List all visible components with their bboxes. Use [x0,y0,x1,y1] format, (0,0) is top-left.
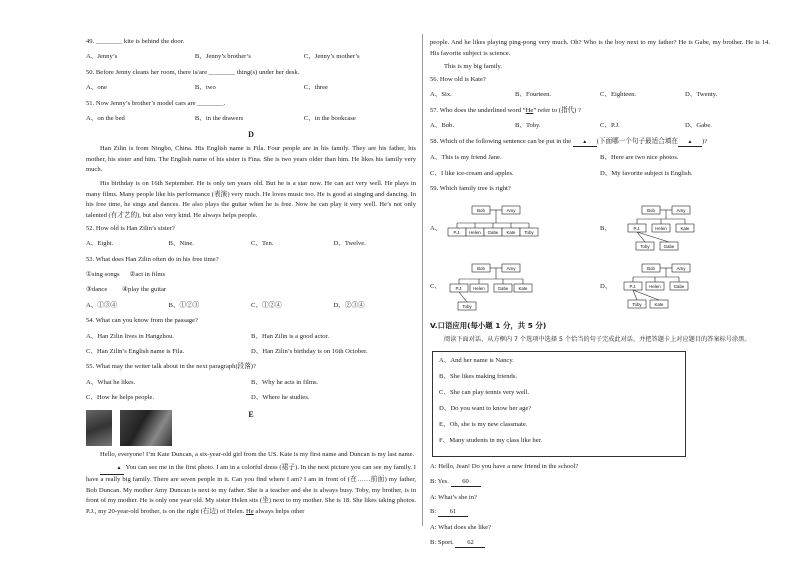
dialog-line-4 [430,508,770,517]
q49-option-b: B、Jenny’s brother’s [194,53,251,61]
svg-text:Amy: Amy [676,266,686,272]
q53-choices-line-2: ③dance ④play the guitar [86,286,167,294]
tree-node-pj [448,228,466,236]
q58-option-a: A、This is my friend Jane. [430,154,502,162]
svg-text:Gabe: Gabe [673,284,685,290]
tree-node-bob [642,264,660,272]
dialog-options-box [432,351,686,456]
tree-option-c [430,258,600,316]
q58-option-b: B、Here are two nice photos. [600,154,679,162]
tree-connector [637,232,669,242]
dialog-line-2 [430,478,770,487]
q54-option-a: A、Han Zilin lives in Hangzhou. [86,332,175,340]
tree-node-gabe [660,242,678,250]
svg-text:Gabe: Gabe [663,244,675,250]
box-option-f: F、Many students in my class like her. [439,436,543,444]
passage-e-paragraph-1: Hello, everyone! I’m Kate Duncan, a six-year-old girl from the US. Kate is my first name and Duncan is my last name. [100,450,415,458]
question-49 [86,38,416,46]
q57-text-b: ” refer to (指代) ? [533,106,581,114]
q55-option-c: C、How he helps people. [86,394,155,402]
q50-option-c: C、three [303,84,328,92]
svg-text:Bob: Bob [477,208,485,214]
section-5-heading: V.口语应用(每小题 1 分，共 5 分) [430,321,547,331]
q54-options-row-1 [86,333,416,341]
tree-node-kate [676,224,694,232]
left-column [86,38,416,521]
tree-b-label: B、 [600,225,611,233]
q58-blank-1: ▲ [573,138,597,147]
passage-d-paragraph-2: His birthday is on 16th September. He is only ten years old. But he is a star now. He can act very well. He plays in many films. Many people like his performance (表演) very much. He loves music too. He is good at singing and dancing. In his free time, he sings and dances. He also plays the guitar when he is free. Now he can play it very well. He’s not only talented (有才艺的), but also very kind. He always helps people. [86,180,416,220]
svg-text:Helen: Helen [469,230,481,236]
question-55: 55. What may the writer talk about in the next paragraph(段落)? [86,363,256,371]
passage-blank: ▲ [100,463,124,475]
tree-option-d [600,258,770,316]
q52-option-d: D、Twelve. [333,240,366,248]
tree-node-toby [636,242,654,250]
q52-option-a: A、Eight. [86,240,114,248]
dialog-speaker: B: [430,539,438,547]
tree-node-kate [650,300,668,308]
question-56: 56. How old is Kate? [430,76,486,84]
q55-option-a: A、What he likes. [86,378,136,386]
dialog-text: Hello, Jean! Do you have a new friend in the school? [438,462,579,470]
svg-text:P.J.: P.J. [453,230,461,236]
family-tree-d-diagram [614,260,729,314]
q57-text-a: 57. Who does the underlined word “ [430,106,526,114]
q57-word: He [525,106,534,114]
svg-text:Kate: Kate [654,302,664,308]
q52-options [86,240,416,248]
tree-node-bob [642,206,660,214]
tree-option-b [600,200,770,258]
answer-blank-60[interactable]: 60 [451,478,481,487]
box-option-e: E、Oh, she is my new classmate. [439,420,528,428]
passage-e-tail: always helps other [255,507,305,515]
q54-option-c: C、Han Zilin’s English name is Fila. [86,347,185,355]
q58-option-c: C、I like ice-cream and apples. [430,169,514,177]
tree-option-a [430,200,600,258]
tree-node-gabe [494,284,512,292]
box-option-a: A、And her name is Nancy. [439,357,514,365]
q54-option-b: B、Han Zilin is a good actor. [251,332,330,340]
q55-options-row-2 [86,394,416,402]
underlined-he: He [246,507,254,515]
question-58 [430,138,770,147]
svg-text:Amy: Amy [506,208,516,214]
svg-text:Helen: Helen [655,226,667,232]
q50-option-b: B、two [194,84,216,92]
dialog-speaker: A: [430,493,439,501]
q51-option-a: A、on the bed [86,115,125,123]
q56-option-d: D、Twenty. [685,91,718,99]
tree-node-amy [502,206,520,214]
section-d-heading: D [248,130,254,140]
q56-option-a: A、Six. [430,91,452,99]
passage-e-continuation: people. And he likes playing ping-pong very much. Oh? Who is the boy next to my father? He is Gabe, my brother. He is 14. His favorite subject is science. [430,39,770,57]
column-divider [422,34,423,526]
svg-text:P.J.: P.J. [455,286,463,292]
question-51: 51. Now Jenny’s brother’s model cars are ________. [86,99,226,107]
q56-option-b: B、Fourteen. [515,91,552,99]
svg-text:Helen: Helen [649,284,661,290]
q53-option-a: A、①③④ [86,301,118,309]
q55-option-d: D、Where he studies. [251,394,310,402]
svg-text:Kate: Kate [506,230,516,236]
dialog-line-5 [430,524,770,532]
q57-option-a: A、Bob. [430,122,454,130]
svg-text:P.J.: P.J. [629,284,637,290]
section-5-instruction: 阅读下面对话，从方框内 7 个选项中选择 5 个恰当的句子完成此对话，并把答题卡上对应题目的答案标号涂黑。 [444,336,751,344]
svg-text:Helen: Helen [473,286,485,292]
svg-text:Gabe: Gabe [497,286,509,292]
q57-option-c: C、P.J. [600,122,620,130]
q53-option-b: B、①②③ [168,301,200,309]
tree-a-label: A、 [430,225,442,233]
tree-node-bob [472,206,490,214]
box-option-d: D、Do you want to know her age? [439,405,532,412]
q58-option-d: D、My favorite subject is English. [600,169,693,177]
box-option-c: C、She can play tennis very well. [439,389,530,397]
question-57 [430,107,770,115]
dialog-speaker: B: [430,508,438,516]
dialog-text: Yes. [437,477,451,485]
tree-node-toby [628,300,646,308]
tree-node-amy [672,206,690,214]
q49-options [86,53,416,61]
dialog-speaker: B: [430,477,438,485]
tree-node-toby [520,228,538,236]
dialog-text: Sport. [437,539,456,547]
q49-text: kite is behind the door. [122,38,185,45]
q49-option-c: C、Jenny’s mother’s [303,53,360,61]
tree-node-amy [502,264,520,272]
svg-text:Kate: Kate [518,286,528,292]
svg-text:Amy: Amy [506,266,516,272]
tree-node-amy [672,264,690,272]
q55-option-b: B、Why he acts in films. [251,378,319,386]
box-option-b: B、She likes making friends. [439,373,518,381]
section-e-heading: E [248,409,254,419]
q51-option-c: C、in the bookcase [303,115,356,123]
tree-node-gabe [484,228,502,236]
q55-options-row-1 [86,379,416,387]
q53-option-d: D、②③④ [333,301,365,309]
svg-text:Toby: Toby [632,302,642,308]
q53-choices-line-1: ①sing songs ②act in films [86,270,166,278]
q49-number: 49. [86,38,95,45]
dialog-line-1 [430,463,770,471]
family-tree-options [430,200,770,316]
q57-options [430,122,770,130]
svg-text:Bob: Bob [647,266,655,272]
tree-node-bob [472,264,490,272]
tree-connector [633,290,659,300]
tree-node-toby [458,302,476,310]
answer-blank-61[interactable]: 61 [438,508,468,517]
question-54: 54. What can you know from the passage? [86,317,198,325]
family-tree-b-diagram [614,202,729,256]
q56-options [430,91,770,99]
q49-blank: ________ [95,38,123,45]
q58-text-c: )? [702,137,708,145]
tree-node-helen [466,228,484,236]
svg-text:Gabe: Gabe [487,230,499,236]
q58-blank-2: ▲ [678,138,702,147]
family-tree-a-diagram [444,202,559,256]
tree-node-helen [652,224,670,232]
q50-options [86,84,416,92]
q51-options [86,115,416,123]
dialog-line-3 [430,494,770,502]
svg-text:P.J.: P.J. [633,226,641,232]
svg-text:Toby: Toby [640,244,650,250]
svg-text:Amy: Amy [676,208,686,214]
passage-e-closing: This is my big family. [444,63,502,71]
answer-blank-62[interactable]: 62 [455,539,485,548]
q54-option-d: D、Han Zilin’s birthday is on 16th October. [251,347,368,355]
q50-option-a: A、one [86,84,107,92]
svg-text:Kate: Kate [680,226,690,232]
tree-d-label: D、 [600,283,612,291]
q58-text-a: 58. Which of the following sentence can be put in the [430,137,573,145]
svg-text:Toby: Toby [462,304,472,310]
passage-d-paragraph-1: Han Zilin is from Ningbo, China. His English name is Fila. Four people are in his family. They are his father, his mother, his sister and him. The English name of his sister is Fina. She is two years older than him. He likes his family very much. [86,145,416,174]
dialog-text: What does she like? [438,524,492,532]
q49-option-a: A、Jenny’s [86,53,118,61]
svg-text:Toby: Toby [524,230,534,236]
dialog-speaker: A: [430,524,439,532]
question-50: 50. Before Jenny cleans her room, there is/are ________ thing(s) under her desk. [86,68,300,76]
dialog-line-6 [430,539,770,548]
passage-e-text: You can see me in the first photo. I am in a colorful dress (裙子). In the next picture you can see my family. I have a really big family. There are seven people in it. Can you find where I am? I am in front of (在……前面) my father, Bob Duncan. My mother Amy Duncan is next to my father. She is a teacher and she is always busy. Toby, my brother, is in front of my mother. He is only one year old. My sister Helen sits (坐) next to my mother. She is 18. She likes taking photos. P.J., my 20-year-old brother, is on the right (右边) of Helen. [86,464,416,515]
tree-node-kate [502,228,520,236]
question-53: 53. What does Han Zilin often do in his free time? [86,255,219,263]
passage-e-paragraph-2 [86,463,416,517]
tree-node-helen [646,282,664,290]
tree-connector [459,292,467,302]
q58-options-row-2 [430,170,770,178]
q52-option-c: C、Ten. [251,240,274,248]
svg-text:Bob: Bob [477,266,485,272]
q57-option-b: B、Toby. [515,122,541,130]
right-column [430,38,770,555]
tree-node-pj [624,282,642,290]
tree-node-kate [514,284,532,292]
tree-c-label: C、 [430,283,441,291]
tree-node-gabe [670,282,688,290]
question-59: 59. Which family tree is right? [430,184,511,192]
photos-and-heading [86,410,416,450]
q58-options-row-1 [430,154,770,162]
q53-options [86,302,416,310]
question-52: 52. How old is Han Zilin’s sister? [86,224,175,232]
q54-options-row-2 [86,348,416,356]
tree-node-pj [450,284,468,292]
dialog-speaker: A: [430,462,439,470]
tree-node-pj [628,224,646,232]
q56-option-c: C、Eighteen. [600,91,637,99]
family-tree-c-diagram [444,260,559,314]
q57-option-d: D、Gabe. [685,122,712,130]
q52-option-b: B、Nine. [168,240,194,248]
q58-text-b: (下面哪一个句子最适合填在 [596,137,679,145]
q53-option-c: C、①②④ [251,301,282,309]
dialog-text: What’s she in? [438,493,477,501]
q51-option-b: B、in the drawers [194,115,244,123]
tree-node-helen [470,284,488,292]
svg-text:Bob: Bob [647,208,655,214]
